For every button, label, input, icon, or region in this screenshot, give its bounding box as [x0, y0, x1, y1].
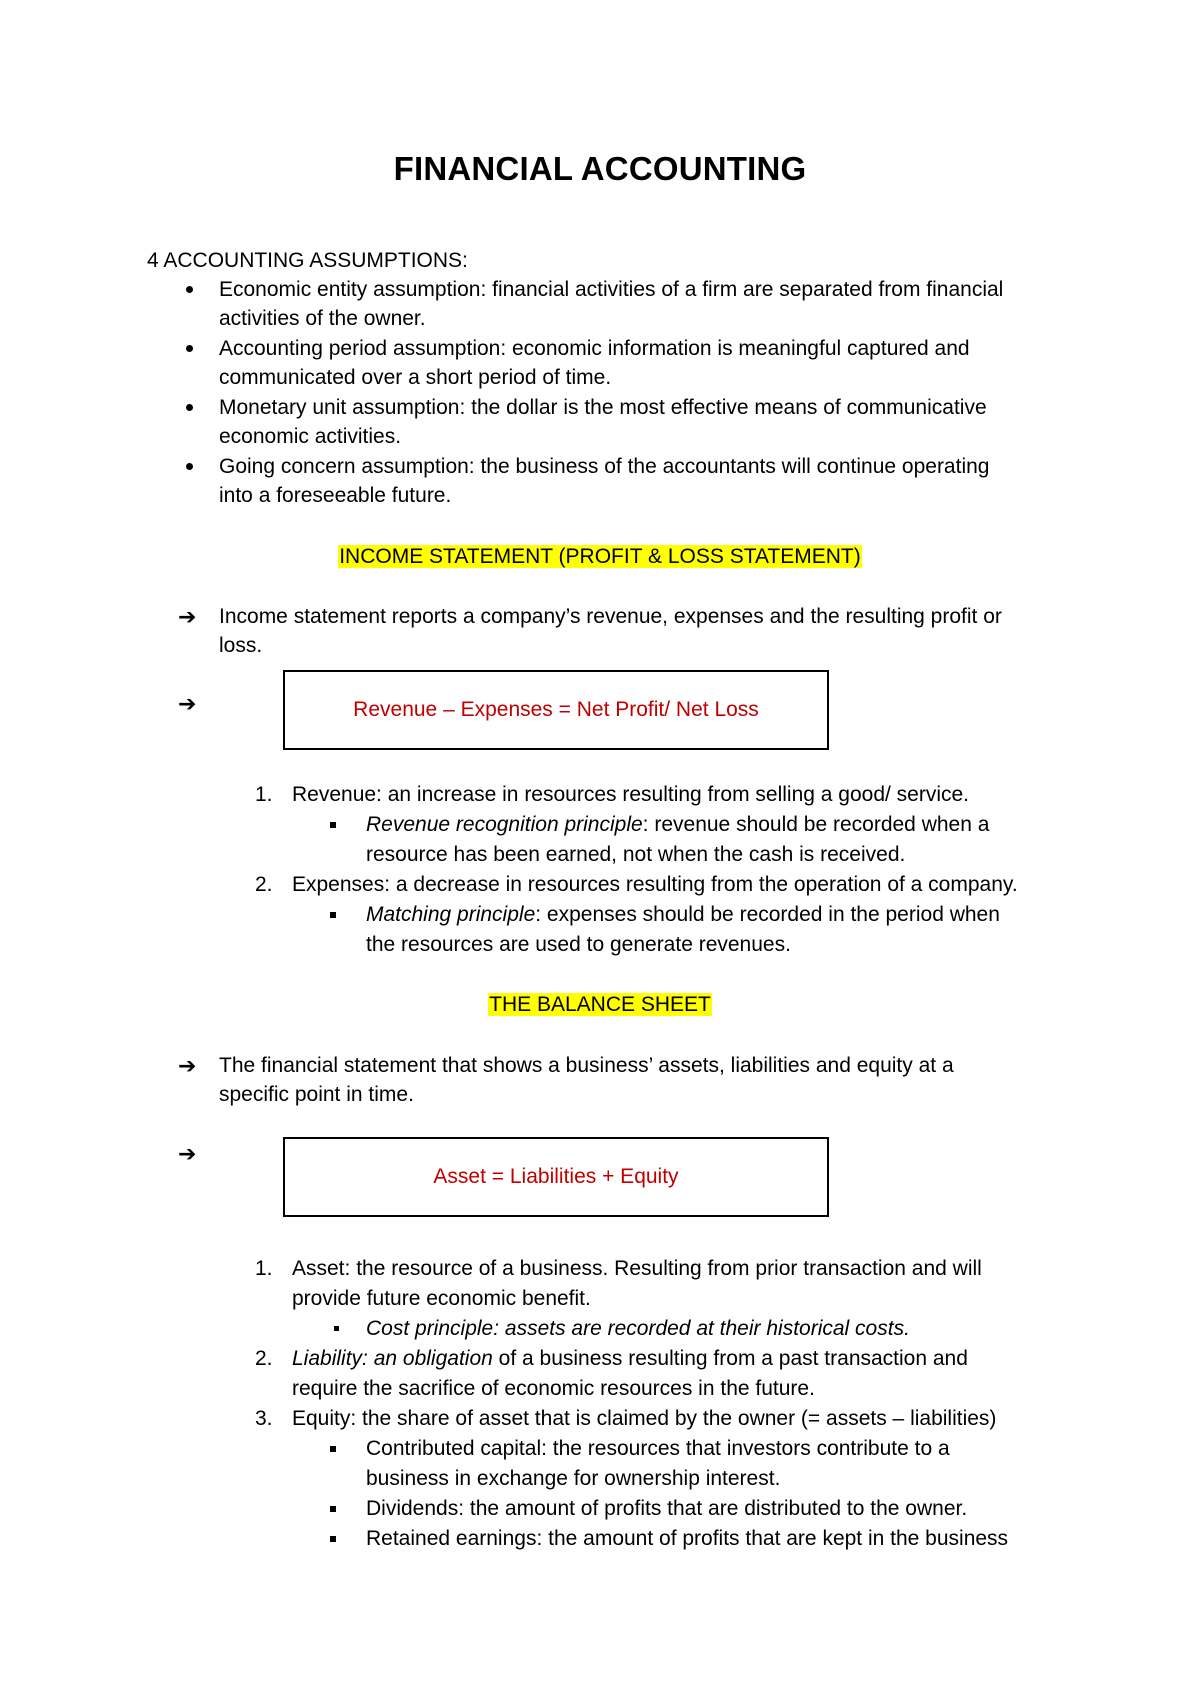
income-statement-heading	[0, 542, 1200, 571]
square-bullet-icon	[330, 1506, 336, 1512]
balance-sheet-heading-text: THE BALANCE SHEET	[489, 993, 711, 1016]
balance-description-line-1: The financial statement that shows a business’ assets, liabilities and equity at a	[219, 1054, 954, 1077]
square-bullet-icon	[330, 1536, 336, 1542]
matching-principle-line-2: the resources are used to generate revenues.	[366, 933, 791, 956]
matching-principle-line-1	[366, 900, 1000, 929]
square-bullet-icon	[330, 1446, 336, 1452]
list-number: 2.	[255, 873, 273, 896]
matching-principle-rest: : expenses should be recorded in the period when	[535, 903, 1000, 926]
list-number: 2.	[255, 1347, 273, 1370]
contributed-capital-line-2: business in exchange for ownership interest.	[366, 1467, 781, 1490]
asset-definition-line-1: Asset: the resource of a business. Resulting from prior transaction and will	[292, 1257, 982, 1280]
assumption-3-line-2: economic activities.	[219, 425, 402, 448]
income-statement-heading-text: INCOME STATEMENT (PROFIT & LOSS STATEMENT)	[339, 545, 861, 568]
assumption-1-line-2: activities of the owner.	[219, 307, 426, 330]
income-description-line-2: loss.	[219, 634, 263, 657]
equity-definition: Equity: the share of asset that is claimed by the owner (= assets – liabilities)	[292, 1407, 997, 1430]
bullet-icon	[186, 286, 193, 293]
arrow-right-icon: ➔	[178, 691, 197, 716]
contributed-capital-line-1: Contributed capital: the resources that investors contribute to a	[366, 1437, 950, 1460]
liability-definition-line-2: require the sacrifice of economic resources in the future.	[292, 1377, 815, 1400]
assumption-1-line-1: Economic entity assumption: financial activities of a firm are separated from financial	[219, 278, 1004, 301]
assumption-3-line-1: Monetary unit assumption: the dollar is the most effective means of communicative	[219, 396, 987, 419]
retained-earnings-definition: Retained earnings: the amount of profits that are kept in the business	[366, 1527, 1009, 1550]
bullet-icon	[186, 463, 193, 470]
bullet-icon	[186, 345, 193, 352]
page-title: FINANCIAL ACCOUNTING	[393, 150, 807, 187]
revenue-recognition-line-1	[366, 810, 989, 839]
balance-sheet-heading	[0, 990, 1200, 1019]
square-bullet-icon	[330, 912, 336, 918]
expenses-definition: Expenses: a decrease in resources resulting from the operation of a company.	[292, 873, 1018, 896]
income-formula: Revenue – Expenses = Net Profit/ Net Loss	[353, 698, 759, 721]
square-bullet-icon	[330, 822, 336, 828]
liability-term: Liability: an obligation	[292, 1347, 493, 1370]
revenue-definition: Revenue: an increase in resources resulting from selling a good/ service.	[292, 783, 970, 806]
list-number: 1.	[255, 783, 273, 806]
revenue-recognition-term: Revenue recognition principle	[366, 813, 643, 836]
cost-principle-text: Cost principle: assets are recorded at their historical costs.	[366, 1317, 910, 1340]
assumption-4-line-1: Going concern assumption: the business of the accountants will continue operating	[219, 455, 990, 478]
balance-description-line-2: specific point in time.	[219, 1083, 414, 1106]
arrow-right-icon: ➔	[178, 1053, 197, 1078]
liability-rest: of a business resulting from a past transaction and	[492, 1347, 968, 1370]
liability-definition-line-1	[292, 1344, 968, 1373]
asset-definition-line-2: provide future economic benefit.	[292, 1287, 591, 1310]
assumption-2-line-2: communicated over a short period of time.	[219, 366, 612, 389]
arrow-right-icon: ➔	[178, 1141, 197, 1166]
revenue-recognition-line-2: resource has been earned, not when the cash is received.	[366, 843, 906, 866]
list-number: 1.	[255, 1257, 273, 1280]
square-bullet-icon	[334, 1326, 339, 1331]
cost-principle	[366, 1314, 910, 1343]
matching-principle-term: Matching principle	[366, 903, 536, 926]
assumption-2-line-1: Accounting period assumption: economic information is meaningful captured and	[219, 337, 970, 360]
dividends-definition: Dividends: the amount of profits that are distributed to the owner.	[366, 1497, 968, 1520]
revenue-recognition-rest: : revenue should be recorded when a	[642, 813, 990, 836]
balance-formula: Asset = Liabilities + Equity	[433, 1165, 679, 1188]
income-description-line-1: Income statement reports a company’s revenue, expenses and the resulting profit or	[219, 605, 1002, 628]
income-formula-box	[283, 670, 829, 750]
assumptions-heading: 4 ACCOUNTING ASSUMPTIONS:	[147, 249, 468, 272]
bullet-icon	[186, 404, 193, 411]
assumption-4-line-2: into a foreseeable future.	[219, 484, 452, 507]
arrow-right-icon: ➔	[178, 604, 197, 629]
balance-formula-box	[283, 1137, 829, 1217]
list-number: 3.	[255, 1407, 273, 1430]
